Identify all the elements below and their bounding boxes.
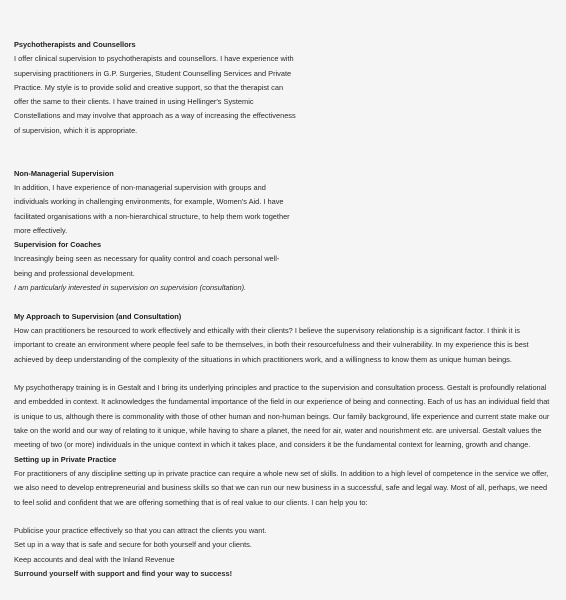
list-item-set-up: Set up in a way that is safe and secure for both yourself and your clients. [14,540,252,550]
section-private-practice [14,453,552,582]
text-gestalt: My psychotherapy training is in Gestalt and I bring its underlying principles and practice to the supervision and consultation process. Gestalt is profoundly relational and embedded in context. It acknowledges the fundamental importance of the field in our experience of being and connecting. Each of us has an individual field that is unique to us, although there is commonality with those of other human and non-human beings. Our family background, life experience and current state make our take on the world and our way of relating to it unique, while having to share a planet, the need for air, water and nourishment etc. are universal. Gestalt values the meeting of two (or more) individuals in the unique context in which it takes place, and considers it be the fundamental context for learning, growth and change. [14,383,550,450]
text-non-managerial: In addition, I have experience of non-managerial supervision with groups and individuals working in challenging environments, for example, Women's Aid. I have facilitated organisations with a non-hierarchical structure, to help them work together more effectively. [14,182,290,235]
text-coaches: Increasingly being seen as necessary for quality control and coach personal well-being and professional development. [14,254,280,278]
spacer [14,367,552,381]
list-item-publicise: Publicise your practice effectively so that you can attract the clients you want. [14,526,267,536]
spacer [14,152,556,166]
heading-private-practice: Setting up in Private Practice [14,454,117,464]
section-approach [14,310,552,453]
closing-line: Surround yourself with support and find your way to success! [14,568,233,578]
list-item-accounts: Keep accounts and deal with the Inland Revenue [14,554,175,564]
section-coaches [14,238,296,295]
heading-coaches: Supervision for Coaches [14,240,102,250]
note-coaches: I am particularly interested in supervision on supervision (consultation). [14,283,247,293]
spacer [14,138,556,152]
text-approach: How can practitioners be resourced to work effectively and ethically with their clients? I believe the supervisory relationship is a significant factor. I think it is important to create an environment where people feel safe to be themselves, in both their resourcefulness and their vulnerability. In my experience this is best achieved by deep understanding of the complexity of the situations in which practitioners work, and a willingness to know them as unique human beings. [14,325,529,364]
section-non-managerial [14,167,296,238]
heading-psychotherapists: Psychotherapists and Counsellors [14,40,136,49]
text-psychotherapists: I offer clinical supervision to psychotherapists and counsellors. I have experience with supervising practitioners in G.P. Surgeries, Student Counselling Services and Private Practice. My style is to provide solid and creative support, so that the therapist can offer the same to their clients. I have trained in using Hellinger's Systemic Constellations and may involve that approach as a way of increasing the effectiveness of supervision, which it is appropriate. [14,54,296,135]
section-psychotherapists [14,38,296,138]
heading-non-managerial: Non-Managerial Supervision [14,168,114,178]
spacer [14,295,556,309]
heading-approach: My Approach to Supervision (and Consultation) [14,311,182,321]
text-private-practice: For practitioners of any discipline setting up in private practice can require a whole new set of skills. In addition to a high level of competence in the service we offer, we also need to develop entrepreneurial and business skills so that we can run our new business in a successful, safe and legal way. Most of all, perhaps, we need to feel solid and confident that we are offering something that is of real value to our clients. I can help you to: [14,468,549,507]
spacer [14,510,552,524]
